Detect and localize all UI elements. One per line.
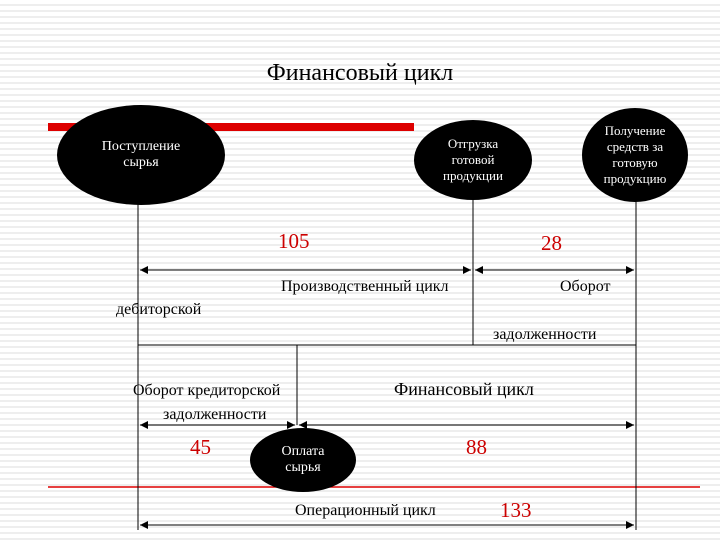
node-raw-receipt <box>57 105 225 205</box>
value-payables: 45 <box>190 435 211 459</box>
value-receivables: 28 <box>541 231 562 255</box>
page-title: Финансовый цикл <box>266 60 454 86</box>
node-raw-receipt-label: Поступление сырья <box>101 139 181 170</box>
value-production: 105 <box>278 229 310 253</box>
node-raw-payment-label: Оплата сырья <box>281 444 325 475</box>
node-payment-received <box>582 108 688 202</box>
label-receivables-3: задолженности <box>493 326 597 343</box>
label-payables-2: задолженности <box>163 406 267 423</box>
label-receivables-2: дебиторской <box>116 301 202 318</box>
label-payables-1: Оборот кредиторской <box>133 382 281 399</box>
node-raw-payment <box>250 428 356 492</box>
node-payment-received-label: Получение средств за готовую продукцию <box>603 123 667 186</box>
label-financial-cycle: Финансовый цикл <box>394 379 534 399</box>
value-financial: 88 <box>466 435 487 459</box>
label-receivables-1: Оборот <box>560 278 611 295</box>
node-shipment-label: Отгрузка готовой продукции <box>443 136 503 183</box>
node-shipment <box>414 120 532 200</box>
label-production-cycle: Производственный цикл <box>281 278 449 295</box>
value-operating: 133 <box>500 498 532 522</box>
label-operating-cycle: Операционный цикл <box>295 502 436 519</box>
